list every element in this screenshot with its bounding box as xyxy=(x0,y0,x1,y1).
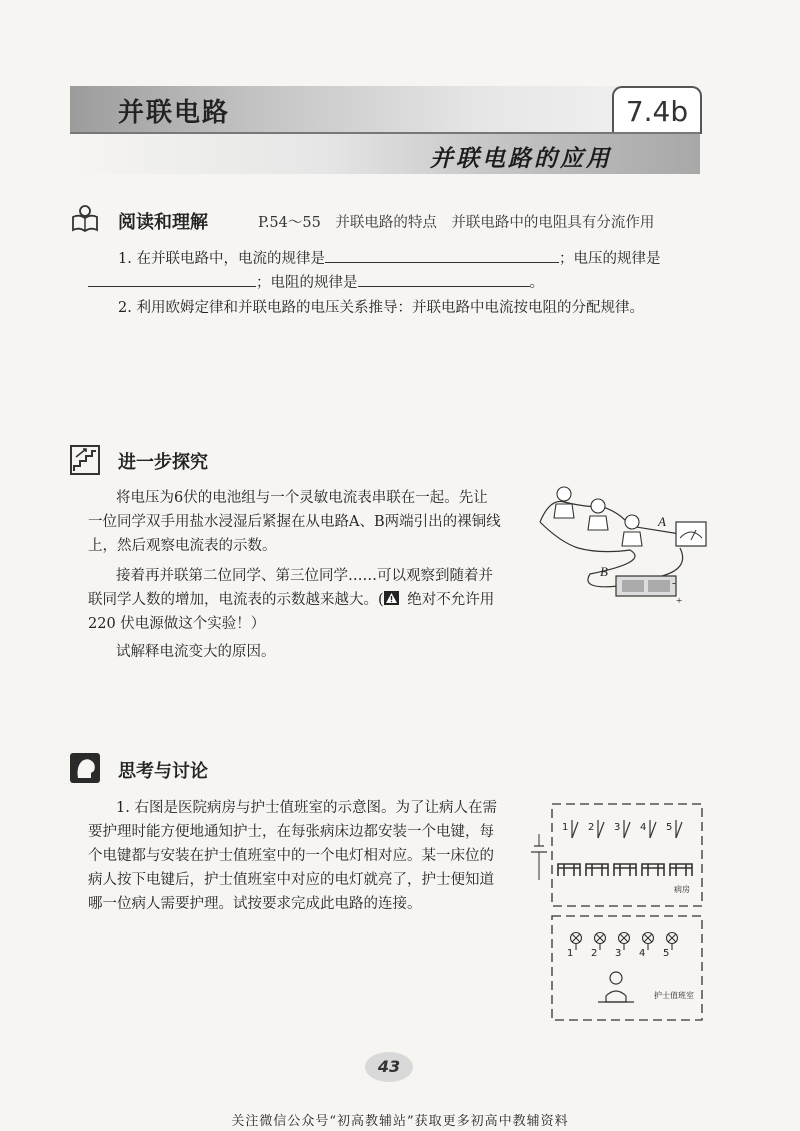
fig-label-b: B xyxy=(600,564,608,579)
student-3 xyxy=(622,515,642,546)
chapter-title: 并联电路 xyxy=(118,98,231,128)
nurse-room-label: 护士值班室 xyxy=(654,991,694,1000)
q1-text-a: 1. 在并联电路中，电流的规律是 xyxy=(118,251,325,267)
nurse-figure xyxy=(598,972,634,1002)
discuss-line-2: 要护理时能方便地通知护士，在每张病床边都安装一个电键，每 xyxy=(88,824,494,840)
discuss-section-title: 思考与讨论 xyxy=(118,761,208,782)
q1-text-end: 。 xyxy=(529,275,544,291)
nurse-room-boundary xyxy=(552,916,702,1020)
explore-p2-line-2 xyxy=(88,588,528,612)
answer-blank xyxy=(358,270,530,287)
explore-p1-line-3: 上，然后观察电流表的示数。 xyxy=(88,538,277,554)
battery-pack xyxy=(616,576,676,596)
switch-number: 1 xyxy=(562,822,569,833)
discuss-line-3: 个电键都与安装在护士值班室中的一个电灯相对应。某一床位的 xyxy=(88,848,494,864)
discuss-line-4: 病人按下电键后，护士值班室中对应的电灯就亮了，护士便知道 xyxy=(88,872,494,888)
lamp-number: 2 xyxy=(591,948,598,959)
power-source xyxy=(531,834,547,880)
lamp-number: 3 xyxy=(615,948,622,959)
section-number-badge: 7.4b xyxy=(612,86,702,134)
explore-section-title: 进一步探究 xyxy=(118,452,208,473)
switch-number: 2 xyxy=(588,822,595,833)
head-silhouette-icon xyxy=(70,753,100,783)
switch-number: 5 xyxy=(666,822,673,833)
ammeter xyxy=(676,522,706,546)
explore-p1-line-2: 一位同学双手用盐水浸湿后紧握在从电路A、B两端引出的裸铜线 xyxy=(88,514,501,530)
explore-p2-line-3: 220 伏电源做这个实验！） xyxy=(88,616,266,632)
open-book-icon xyxy=(70,203,100,233)
section-subtitle: 并联电路的应用 xyxy=(430,146,612,172)
fig-label-plus: + xyxy=(676,595,683,607)
q1-text-c: ；电阻的规律是 xyxy=(256,275,358,291)
explore-p2-text-a: 联同学人数的增加，电流表的示数越来越大。( xyxy=(88,592,384,608)
warning-icon xyxy=(384,591,399,605)
page-number: 43 xyxy=(365,1052,413,1082)
ward-label: 病房 xyxy=(674,885,690,894)
lamp-number: 4 xyxy=(639,948,646,959)
reading-section-title: 阅读和理解 xyxy=(118,212,208,233)
question-2: 2. 利用欧姆定律和并联电路的电压关系推导：并联电路中电流按电阻的分配规律。 xyxy=(118,300,644,316)
fig-label-a: A xyxy=(658,514,666,529)
answer-blank xyxy=(325,246,559,263)
explore-p3: 试解释电流变大的原因。 xyxy=(116,644,276,660)
explore-p1-line-1: 将电压为6伏的电池组与一个灵敏电流表串联在一起。先让 xyxy=(116,490,488,506)
reading-reference: P.54～55 并联电路的特点 并联电路中的电阻具有分流作用 xyxy=(258,215,655,231)
hospital-circuit-figure xyxy=(528,800,713,1025)
discuss-line-1: 1. 右图是医院病房与护士值班室的示意图。为了让病人在需 xyxy=(116,800,497,816)
beds xyxy=(558,864,692,876)
answer-blank xyxy=(88,270,256,287)
lamps xyxy=(571,933,678,951)
stairs-icon xyxy=(70,445,100,475)
switch-number: 4 xyxy=(640,822,647,833)
lamp-number: 5 xyxy=(663,948,670,959)
switch-number: 3 xyxy=(614,822,621,833)
students-circuit-figure xyxy=(530,478,710,610)
q1-text-b: ；电压的规律是 xyxy=(558,251,661,267)
student-2 xyxy=(588,499,608,530)
explore-p2-line-1: 接着再并联第二位同学、第三位同学……可以观察到随着并 xyxy=(116,568,493,584)
question-1-line-2 xyxy=(88,270,544,295)
discuss-paragraph xyxy=(88,796,528,916)
footer-note: 关注微信公众号“初高教辅站”获取更多初高中教辅资料 xyxy=(231,1114,569,1129)
discuss-line-5: 哪一位病人需要护理。试按要求完成此电路的连接。 xyxy=(88,896,422,912)
explore-paragraph xyxy=(88,486,528,664)
lamp-number: 1 xyxy=(567,948,574,959)
fig-label-minus: - xyxy=(672,577,676,589)
explore-p2-text-b: 绝对不允许用 xyxy=(407,592,495,608)
question-1-line-1 xyxy=(118,246,660,271)
